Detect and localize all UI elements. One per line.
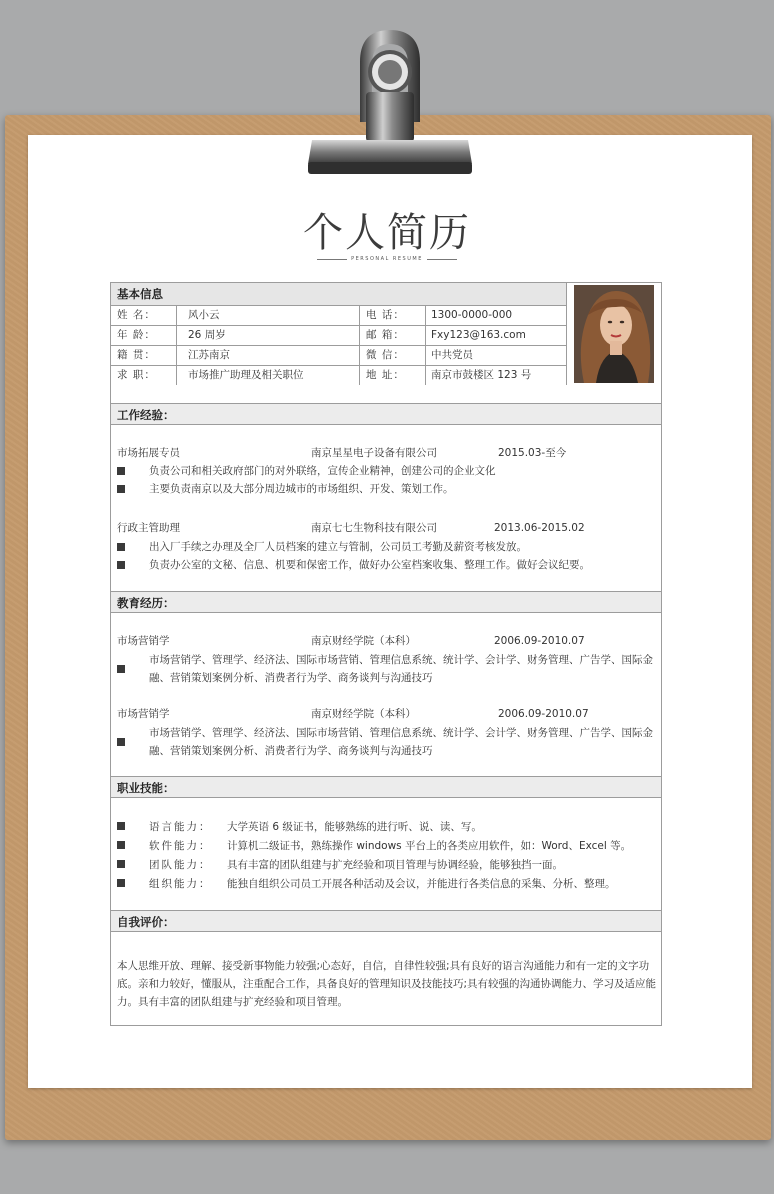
job-company: 南京星星电子设备有限公司	[311, 447, 437, 459]
divider-left	[317, 259, 347, 260]
skill-value: 具有丰富的团队组建与扩充经验和项目管理与协调经验，能够独挡一面。	[227, 859, 563, 871]
job-duty: 出入厂手续之办理及全厂人员档案的建立与管制，公司员工考勤及薪资考核发放。	[149, 541, 527, 553]
skill-value: 能独自组织公司员工开展各种活动及会议，并能进行各类信息的采集、分析、整理。	[227, 878, 616, 890]
email-value: Fxy123@163.com	[431, 329, 526, 341]
job-duty: 负责公司和相关政府部门的对外联络，宣传企业精神，创建公司的企业文化	[149, 465, 496, 477]
name-label: 姓 名：	[111, 306, 177, 325]
edu-courses: 市场营销学、管理学、经济法、国际市场营销、管理信息系统、统计学、会计学、财务管理、广告学、国际金融、营销策划案例分析、消费者行为学、商务谈判与沟通技巧	[149, 727, 653, 757]
education-entry-header	[117, 633, 657, 649]
profile-photo	[574, 285, 654, 383]
wechat-label: 微 信：	[360, 346, 426, 365]
skill-label: 组织能力：	[149, 878, 212, 890]
edu-major: 市场营销学	[117, 635, 170, 647]
objective-label: 求 职：	[111, 366, 177, 385]
education-entry-header	[117, 706, 657, 722]
resume-title-block	[300, 212, 474, 262]
work-entry-header	[117, 445, 657, 461]
work-entry-header	[117, 520, 657, 536]
list-item	[117, 724, 657, 760]
hometown-value: 江苏南京	[177, 346, 360, 365]
phone-value: 1300-0000-000	[431, 309, 513, 321]
list-item	[117, 651, 657, 687]
bullet-icon	[117, 485, 125, 493]
edu-date: 2006.09-2010.07	[498, 708, 589, 720]
job-role: 行政主管助理	[117, 522, 180, 534]
resume-table	[110, 282, 662, 1026]
skill-label: 团队能力：	[149, 859, 212, 871]
edu-school: 南京财经学院（本科）	[311, 635, 416, 647]
job-date: 2015.03-至今	[498, 447, 567, 459]
bullet-icon	[117, 822, 125, 830]
info-row	[111, 346, 566, 366]
edu-school: 南京财经学院（本科）	[311, 708, 416, 720]
wechat-value: 中共党员	[431, 349, 473, 361]
resume-subtitle-row	[300, 256, 474, 262]
job-role: 市场拓展专员	[117, 447, 180, 459]
hometown-label: 籍 贯：	[111, 346, 177, 365]
objective-value: 市场推广助理及相关职位	[177, 366, 360, 385]
education-section-heading: 教育经历：	[111, 591, 661, 613]
bullet-icon	[117, 561, 125, 569]
info-row	[111, 366, 566, 385]
name-value: 风小云	[177, 306, 360, 325]
bullet-icon	[117, 841, 125, 849]
address-value: 南京市鼓楼区 123 号	[431, 369, 532, 381]
phone-label: 电 话：	[360, 306, 426, 325]
skill-label: 语言能力：	[149, 821, 212, 833]
skill-value: 计算机二级证书，熟练操作 windows 平台上的各类应用软件，如：Word、Excel 等。	[227, 840, 632, 852]
info-row	[111, 326, 566, 346]
age-value: 26 周岁	[177, 326, 360, 345]
divider-right	[427, 259, 457, 260]
bullet-icon	[117, 879, 125, 887]
bullet-icon	[117, 665, 125, 673]
self-evaluation-heading: 自我评价：	[111, 910, 661, 932]
bullet-icon	[117, 543, 125, 551]
resume-subtitle: PERSONAL RESUME	[351, 256, 423, 262]
bullet-icon	[117, 467, 125, 475]
work-section-heading: 工作经验：	[111, 403, 661, 425]
basic-info-table	[111, 283, 567, 385]
resume-title: 个人简历	[303, 210, 471, 256]
address-label: 地 址：	[360, 366, 426, 385]
job-duty: 负责办公室的文秘、信息、机要和保密工作，做好办公室档案收集、整理工作。做好会议纪要。	[149, 559, 590, 571]
job-company: 南京七七生物科技有限公司	[311, 522, 437, 534]
skills-section-heading: 职业技能：	[111, 776, 661, 798]
bullet-icon	[117, 738, 125, 746]
info-row	[111, 306, 566, 326]
bullet-icon	[117, 860, 125, 868]
job-duty: 主要负责南京以及大部分周边城市的市场组织、开发、策划工作。	[149, 483, 454, 495]
binder-clip-icon	[300, 22, 480, 182]
edu-major: 市场营销学	[117, 708, 170, 720]
email-label: 邮 箱：	[360, 326, 426, 345]
skill-label: 软件能力：	[149, 840, 212, 852]
job-date: 2013.06-2015.02	[494, 522, 585, 534]
self-evaluation-text: 本人思维开放、理解、接受新事物能力较强;心态好，自信，自律性较强;具有良好的语言沟通能力和有一定的文字功底。亲和力较好，懂服从，注重配合工作，具备良好的管理知识及技能技巧;具有较强的沟通协调能力、学习及适应能力。具有丰富的团队组建与扩充经验和项目管理。	[117, 960, 657, 1008]
edu-courses: 市场营销学、管理学、经济法、国际市场营销、管理信息系统、统计学、会计学、财务管理、广告学、国际金融、营销策划案例分析、消费者行为学、商务谈判与沟通技巧	[149, 654, 653, 684]
skill-value: 大学英语 6 级证书，能够熟练的进行听、说、读、写。	[227, 821, 482, 833]
edu-date: 2006.09-2010.07	[494, 635, 585, 647]
basic-info-heading: 基本信息	[111, 283, 566, 306]
age-label: 年 龄：	[111, 326, 177, 345]
